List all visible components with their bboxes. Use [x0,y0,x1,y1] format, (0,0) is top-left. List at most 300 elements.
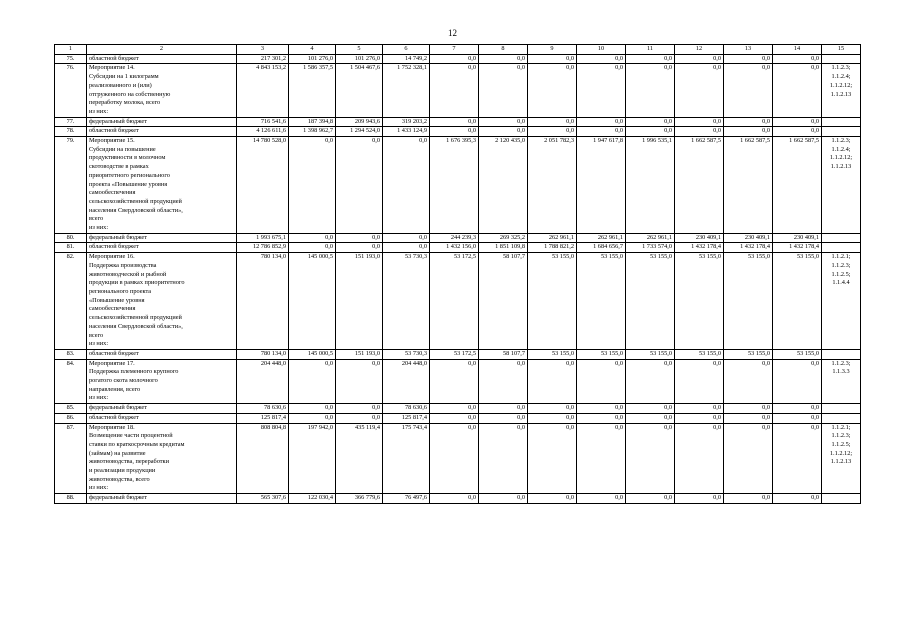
amount-cell: 230 409,1 [773,233,822,243]
target-code: 1.1.3.3 [832,368,850,376]
target-code: 1.1.2.4; [831,73,851,81]
description-line: областной бюджет [89,413,139,421]
amount-cell: 0,0 [336,137,383,234]
target-codes [822,413,861,423]
amount-cell: 1 752 328,1 [383,64,430,117]
amount-cell: 101 276,0 [289,54,336,64]
row-number: 88. [55,494,87,504]
amount-cell: 435 119,4 [336,423,383,494]
amount-cell: 716 541,6 [237,117,289,127]
amount-cell: 0,0 [528,413,577,423]
amount-cell: 0,0 [430,359,479,404]
description-line: населения Свердловской области», [89,206,183,214]
row-number: 85. [55,404,87,414]
target-code: 1.1.2.13 [830,163,852,171]
item-description [87,423,237,494]
amount-cell: 53 155,0 [626,349,675,359]
header-cell: 6 [383,45,430,55]
amount-cell: 53 172,5 [430,253,479,350]
header-cell: 12 [675,45,724,55]
amount-cell: 0,0 [724,127,773,137]
amount-cell: 262 961,1 [528,233,577,243]
amount-cell: 0,0 [383,137,430,234]
amount-cell: 0,0 [724,359,773,404]
amount-cell: 0,0 [528,54,577,64]
target-codes [822,64,861,117]
amount-cell: 0,0 [675,404,724,414]
target-codes [822,253,861,350]
amount-cell: 4 843 153,2 [237,64,289,117]
description-line: животноводства, переработки [89,458,169,466]
amount-cell: 0,0 [479,404,528,414]
amount-cell: 0,0 [577,117,626,127]
amount-cell: 53 155,0 [773,253,822,350]
amount-cell: 0,0 [626,494,675,504]
table-row [55,127,861,137]
amount-cell: 1 662 587,5 [675,137,724,234]
amount-cell: 319 203,2 [383,117,430,127]
amount-cell: 1 504 467,6 [336,64,383,117]
header-cell: 2 [87,45,237,55]
amount-cell: 0,0 [577,423,626,494]
amount-cell: 2 120 435,0 [479,137,528,234]
amount-cell: 0,0 [724,54,773,64]
amount-cell: 204 448,0 [383,359,430,404]
target-code: 1.1.2.13 [830,458,852,466]
amount-cell: 1 398 962,7 [289,127,336,137]
item-description [87,233,237,243]
description-line: из них: [89,394,109,402]
description-line: ставки по краткосрочным кредитам [89,440,185,448]
amount-cell: 0,0 [724,423,773,494]
amount-cell: 125 817,4 [383,413,430,423]
table-row [55,413,861,423]
item-description [87,54,237,64]
amount-cell: 0,0 [528,117,577,127]
target-code: 1.1.2.5; [831,440,851,448]
description-line: населения Свердловской области», [89,322,183,330]
amount-cell: 122 030,4 [289,494,336,504]
amount-cell: 0,0 [675,117,724,127]
target-code: 1.1.2.3; [831,137,851,145]
description-line: федеральный бюджет [89,117,147,125]
amount-cell: 0,0 [430,64,479,117]
header-cell: 7 [430,45,479,55]
description-line: из них: [89,224,109,232]
amount-cell: 58 107,7 [479,253,528,350]
amount-cell: 145 000,5 [289,253,336,350]
amount-cell: 1 662 587,5 [724,137,773,234]
amount-cell: 151 193,0 [336,253,383,350]
description-line: самообеспечения [89,189,136,197]
table-body [55,45,861,504]
table-row [55,243,861,253]
amount-cell: 0,0 [336,233,383,243]
description-line: отгруженного на собственную [89,90,171,98]
amount-cell: 0,0 [289,233,336,243]
header-cell: 10 [577,45,626,55]
item-description [87,494,237,504]
header-cell: 1 [55,45,87,55]
amount-cell: 53 155,0 [773,349,822,359]
target-codes [822,54,861,64]
amount-cell: 1 996 535,1 [626,137,675,234]
target-code: 1.1.2.5; [831,270,851,278]
description-line: продукции в рамках приоритетного [89,279,185,287]
amount-cell: 269 325,2 [479,233,528,243]
amount-cell: 230 409,1 [675,233,724,243]
row-number: 79. [55,137,87,234]
row-number: 78. [55,127,87,137]
amount-cell: 0,0 [675,359,724,404]
amount-cell: 0,0 [336,359,383,404]
description-line: из них: [89,484,109,492]
amount-cell: 53 172,5 [430,349,479,359]
amount-cell: 0,0 [773,64,822,117]
amount-cell: 0,0 [289,359,336,404]
amount-cell: 262 961,1 [626,233,675,243]
amount-cell: 0,0 [289,413,336,423]
amount-cell: 1 993 675,1 [237,233,289,243]
amount-cell: 78 630,6 [237,404,289,414]
item-description [87,404,237,414]
amount-cell: 0,0 [430,413,479,423]
amount-cell: 0,0 [479,54,528,64]
amount-cell: 0,0 [430,127,479,137]
amount-cell: 209 943,6 [336,117,383,127]
description-line: проекта «Повышение уровня [89,180,168,188]
table-row [55,137,861,234]
description-line: Мероприятие 18. [89,423,135,431]
amount-cell: 0,0 [289,243,336,253]
table-row [55,117,861,127]
amount-cell: 125 817,4 [237,413,289,423]
amount-cell: 4 126 611,6 [237,127,289,137]
description-line: Поддержка производства [89,261,157,269]
amount-cell: 780 134,0 [237,253,289,350]
description-line: животноводческой и рыбной [89,270,167,278]
amount-cell: 1 851 109,8 [479,243,528,253]
amount-cell: 1 684 656,7 [577,243,626,253]
amount-cell: 0,0 [773,413,822,423]
amount-cell: 0,0 [383,243,430,253]
description-line: Поддержка племенного крупного [89,368,179,376]
target-code: 1.1.2.12; [829,81,853,89]
amount-cell: 175 743,4 [383,423,430,494]
table-row [55,349,861,359]
amount-cell: 217 301,2 [237,54,289,64]
row-number: 81. [55,243,87,253]
amount-cell: 53 155,0 [724,349,773,359]
description-line: «Повышение уровня [89,296,145,304]
amount-cell: 1 433 124,9 [383,127,430,137]
amount-cell: 197 942,0 [289,423,336,494]
amount-cell: 0,0 [626,359,675,404]
amount-cell: 0,0 [577,54,626,64]
amount-cell: 1 432 178,4 [773,243,822,253]
amount-cell: 2 051 782,3 [528,137,577,234]
description-line: (займам) на развитие [89,449,146,457]
amount-cell: 0,0 [383,233,430,243]
amount-cell: 0,0 [773,127,822,137]
amount-cell: 0,0 [479,494,528,504]
description-line: федеральный бюджет [89,233,147,241]
amount-cell: 0,0 [675,54,724,64]
amount-cell: 0,0 [577,127,626,137]
table-row [55,404,861,414]
item-description [87,413,237,423]
amount-cell: 0,0 [773,359,822,404]
description-line: и реализации продукции [89,467,156,475]
table-row [55,359,861,404]
target-codes [822,137,861,234]
target-codes [822,404,861,414]
row-number: 75. [55,54,87,64]
amount-cell: 808 804,8 [237,423,289,494]
amount-cell: 53 155,0 [577,253,626,350]
description-line: самообеспечения [89,305,136,313]
amount-cell: 780 134,0 [237,349,289,359]
description-line: федеральный бюджет [89,494,147,502]
item-description [87,127,237,137]
description-line: всего [89,331,104,339]
amount-cell: 0,0 [430,54,479,64]
description-line: Субсидии на повышение [89,145,156,153]
amount-cell: 0,0 [724,413,773,423]
amount-cell: 1 294 524,0 [336,127,383,137]
row-number: 83. [55,349,87,359]
target-code: 1.1.2.3; [831,432,851,440]
amount-cell: 1 733 574,0 [626,243,675,253]
amount-cell: 1 432 178,4 [724,243,773,253]
amount-cell: 76 497,6 [383,494,430,504]
amount-cell: 1 788 821,2 [528,243,577,253]
amount-cell: 53 155,0 [626,253,675,350]
amount-cell: 0,0 [577,404,626,414]
target-codes [822,233,861,243]
amount-cell: 53 155,0 [724,253,773,350]
amount-cell: 1 432 156,0 [430,243,479,253]
target-code: 1.1.2.12; [829,154,853,162]
target-code: 1.1.2.4; [831,145,851,153]
amount-cell: 0,0 [528,64,577,117]
amount-cell: 101 276,0 [336,54,383,64]
table-row [55,423,861,494]
amount-cell: 1 586 357,5 [289,64,336,117]
description-line: направления, всего [89,385,141,393]
description-line: из них: [89,340,109,348]
description-line: Мероприятие 17. [89,359,135,367]
description-line: из них: [89,107,109,115]
amount-cell: 0,0 [289,404,336,414]
amount-cell: 0,0 [626,64,675,117]
item-description [87,64,237,117]
description-line: переработку молока, всего [89,99,161,107]
header-cell: 3 [237,45,289,55]
amount-cell: 151 193,0 [336,349,383,359]
amount-cell: 0,0 [577,494,626,504]
target-codes [822,243,861,253]
header-cell: 15 [822,45,861,55]
item-description [87,137,237,234]
description-line: федеральный бюджет [89,404,147,412]
header-cell: 8 [479,45,528,55]
header-cell: 4 [289,45,336,55]
target-codes [822,117,861,127]
amount-cell: 0,0 [773,423,822,494]
target-codes [822,127,861,137]
amount-cell: 0,0 [528,404,577,414]
header-cell: 5 [336,45,383,55]
description-line: всего [89,215,104,223]
amount-cell: 0,0 [479,359,528,404]
target-codes [822,423,861,494]
amount-cell: 0,0 [430,404,479,414]
amount-cell: 0,0 [675,127,724,137]
budget-table [54,44,861,504]
description-line: приоритетного регионального [89,171,170,179]
description-line: сельскохозяйственной продукцией [89,314,182,322]
row-number: 80. [55,233,87,243]
amount-cell: 230 409,1 [724,233,773,243]
amount-cell: 145 000,5 [289,349,336,359]
amount-cell: 565 307,6 [237,494,289,504]
amount-cell: 0,0 [626,54,675,64]
amount-cell: 53 730,3 [383,253,430,350]
description-line: областной бюджет [89,127,139,135]
amount-cell: 53 730,3 [383,349,430,359]
row-number: 84. [55,359,87,404]
amount-cell: 0,0 [336,413,383,423]
target-code: 1.1.2.12; [829,449,853,457]
row-number: 87. [55,423,87,494]
table-row [55,54,861,64]
amount-cell: 12 786 852,9 [237,243,289,253]
item-description [87,253,237,350]
amount-cell: 0,0 [773,494,822,504]
item-description [87,349,237,359]
row-number: 77. [55,117,87,127]
target-code: 1.1.2.3; [831,64,851,72]
amount-cell: 366 779,6 [336,494,383,504]
description-line: рогатого скота молочного [89,377,158,385]
amount-cell: 0,0 [336,243,383,253]
amount-cell: 58 107,7 [479,349,528,359]
amount-cell: 0,0 [724,64,773,117]
description-line: реализованного и (или) [89,81,152,89]
target-code: 1.1.2.13 [830,90,852,98]
item-description [87,117,237,127]
description-line: животноводства, всего [89,475,150,483]
amount-cell: 0,0 [479,64,528,117]
amount-cell: 53 155,0 [528,253,577,350]
amount-cell: 1 432 178,4 [675,243,724,253]
amount-cell: 0,0 [577,64,626,117]
amount-cell: 0,0 [289,137,336,234]
amount-cell: 262 961,1 [577,233,626,243]
table-row [55,253,861,350]
target-code: 1.1.4.4 [832,279,850,287]
description-line: скотоводстве в рамках [89,163,149,171]
description-line: сельскохозяйственной продукцией [89,197,182,205]
amount-cell: 0,0 [577,359,626,404]
item-description [87,359,237,404]
amount-cell: 0,0 [479,117,528,127]
header-cell: 13 [724,45,773,55]
amount-cell: 0,0 [479,423,528,494]
table-row [55,64,861,117]
table-row [55,494,861,504]
amount-cell: 0,0 [430,117,479,127]
row-number: 82. [55,253,87,350]
target-code: 1.1.2.1; [831,423,851,431]
amount-cell: 14 749,2 [383,54,430,64]
header-cell: 9 [528,45,577,55]
amount-cell: 0,0 [479,127,528,137]
amount-cell: 53 155,0 [675,253,724,350]
amount-cell: 1 947 617,8 [577,137,626,234]
row-number: 86. [55,413,87,423]
amount-cell: 0,0 [773,54,822,64]
amount-cell: 0,0 [724,117,773,127]
header-row [55,45,861,55]
description-line: областной бюджет [89,349,139,357]
amount-cell: 0,0 [577,413,626,423]
description-line: Возмещение части процентной [89,432,173,440]
page-number: 12 [448,28,457,38]
amount-cell: 78 630,6 [383,404,430,414]
amount-cell: 53 155,0 [675,349,724,359]
description-line: областной бюджет [89,243,139,251]
description-line: Субсидии на 1 килограмм [89,73,159,81]
amount-cell: 0,0 [626,404,675,414]
amount-cell: 0,0 [430,494,479,504]
amount-cell: 0,0 [675,423,724,494]
amount-cell: 0,0 [724,494,773,504]
amount-cell: 0,0 [626,127,675,137]
amount-cell: 0,0 [675,494,724,504]
amount-cell: 0,0 [626,423,675,494]
description-line: продуктивности в молочном [89,154,166,162]
target-code: 1.1.2.3; [831,261,851,269]
header-cell: 14 [773,45,822,55]
amount-cell: 0,0 [724,404,773,414]
item-description [87,243,237,253]
amount-cell: 0,0 [528,494,577,504]
amount-cell: 53 155,0 [577,349,626,359]
target-codes [822,359,861,404]
description-line: областной бюджет [89,54,139,62]
amount-cell: 1 662 587,5 [773,137,822,234]
amount-cell: 0,0 [675,64,724,117]
amount-cell: 0,0 [773,117,822,127]
amount-cell: 0,0 [626,413,675,423]
amount-cell: 53 155,0 [528,349,577,359]
amount-cell: 0,0 [626,117,675,127]
amount-cell: 0,0 [336,404,383,414]
amount-cell: 1 676 395,3 [430,137,479,234]
row-number: 76. [55,64,87,117]
description-line: Мероприятие 14. [89,64,135,72]
table-row [55,233,861,243]
description-line: регионального проекта [89,287,152,295]
amount-cell: 187 394,8 [289,117,336,127]
amount-cell: 244 239,3 [430,233,479,243]
header-cell: 11 [626,45,675,55]
target-code: 1.1.2.3; [831,359,851,367]
amount-cell: 0,0 [479,413,528,423]
amount-cell: 0,0 [675,413,724,423]
